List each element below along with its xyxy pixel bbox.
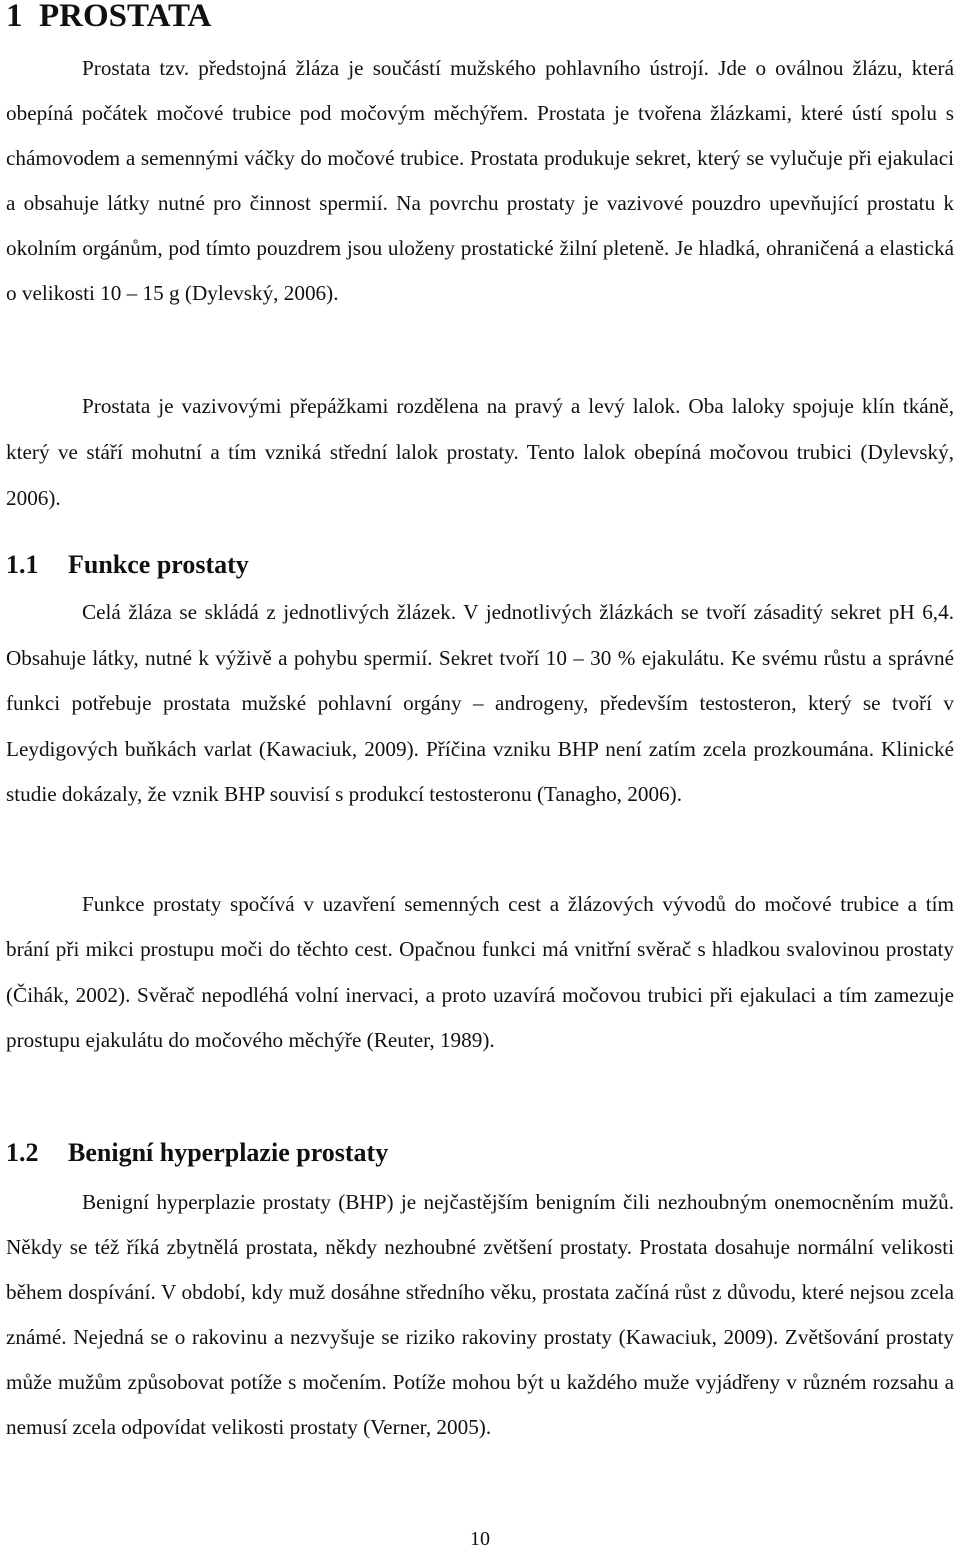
section-title: Funkce prostaty xyxy=(68,550,249,579)
section-1-2-paragraph-1: Benigní hyperplazie prostaty (BHP) je nejčastějším benigním čili nezhoubným onemocněním mužů. Někdy se též říká zbytnělá prostata, někdy nezhoubné zvětšení prostaty. Prostata dosahuje normální velikosti během dospívání. V období, kdy muž dosáhne středního věku, prostata začíná růst z důvodu, které nejsou zcela známé. Nejedná se o rakovinu a nezvyšuje se riziko rakoviny prostaty (Kawaciuk, 2009). Zvětšování prostaty může mužům způsobovat potíže s močením. Potíže mohou být u každého muže vyjádřeny v různém rozsahu a nemusí zcela odpovídat velikosti prostaty (Verner, 2005). xyxy=(6,1190,954,1439)
section-number: 1.2 xyxy=(6,1138,39,1167)
intro-paragraph-1: Prostata tzv. předstojná žláza je součástí mužského pohlavního ústrojí. Jde o oválnou žlázu, která obepíná počátek močové trubice pod močovým měchýřem. Prostata je tvořena žlázkami, které ústí spolu s chámovodem a semennými váčky do močové trubice. Prostata produkuje sekret, který se vylučuje při ejakulaci a obsahuje látky nutné pro činnost spermií. Na povrchu prostaty je vazivové pouzdro upevňující prostatu k okolním orgánům, pod tímto pouzdrem jsou uloženy prostatické žilní pleteně. Je hladká, ohraničená a elastická o velikosti 10 – 15 g (Dylevský, 2006). xyxy=(6,56,954,305)
chapter-heading xyxy=(6,0,211,36)
page-number: 10 xyxy=(470,1528,490,1550)
section-number: 1.1 xyxy=(6,550,39,579)
section-title: Benigní hyperplazie prostaty xyxy=(68,1138,389,1167)
section-heading-1-1 xyxy=(6,549,249,581)
intro-paragraph-2: Prostata je vazivovými přepážkami rozdělena na pravý a levý lalok. Oba laloky spojuje klín tkáně, který ve stáří mohutní a tím vzniká střední lalok prostaty. Tento lalok obepíná močovou trubici (Dylevský, 2006). xyxy=(6,394,954,510)
chapter-number: 1 xyxy=(6,0,23,34)
section-1-1-paragraph-1: Celá žláza se skládá z jednotlivých žlázek. V jednotlivých žlázkách se tvoří zásaditý sekret pH 6,4. Obsahuje látky, nutné k výživě a pohybu spermií. Sekret tvoří 10 – 30 % ejakulátu. Ke svému růstu a správné funkci potřebuje prostata mužské pohlavní orgány – androgeny, především testosteron, který se tvoří v Leydigových buňkách varlat (Kawaciuk, 2009). Příčina vzniku BHP není zatím zcela prozkoumána. Klinické studie dokázaly, že vznik BHP souvisí s produkcí testosteronu (Tanagho, 2006). xyxy=(6,600,954,806)
chapter-title: PROSTATA xyxy=(39,0,212,34)
section-1-1-paragraph-2: Funkce prostaty spočívá v uzavření semenných cest a žlázových vývodů do močové trubice a tím brání při mikci prostupu moči do těchto cest. Opačnou funkci má vnitřní svěrač s hladkou svalovinou prostaty (Čihák, 2002). Svěrač nepodléhá volní inervaci, a proto uzavírá močovou trubici při ejakulaci a tím zamezuje prostupu ejakulátu do močového měchýře (Reuter, 1989). xyxy=(6,892,954,1052)
section-heading-1-2 xyxy=(6,1137,388,1169)
